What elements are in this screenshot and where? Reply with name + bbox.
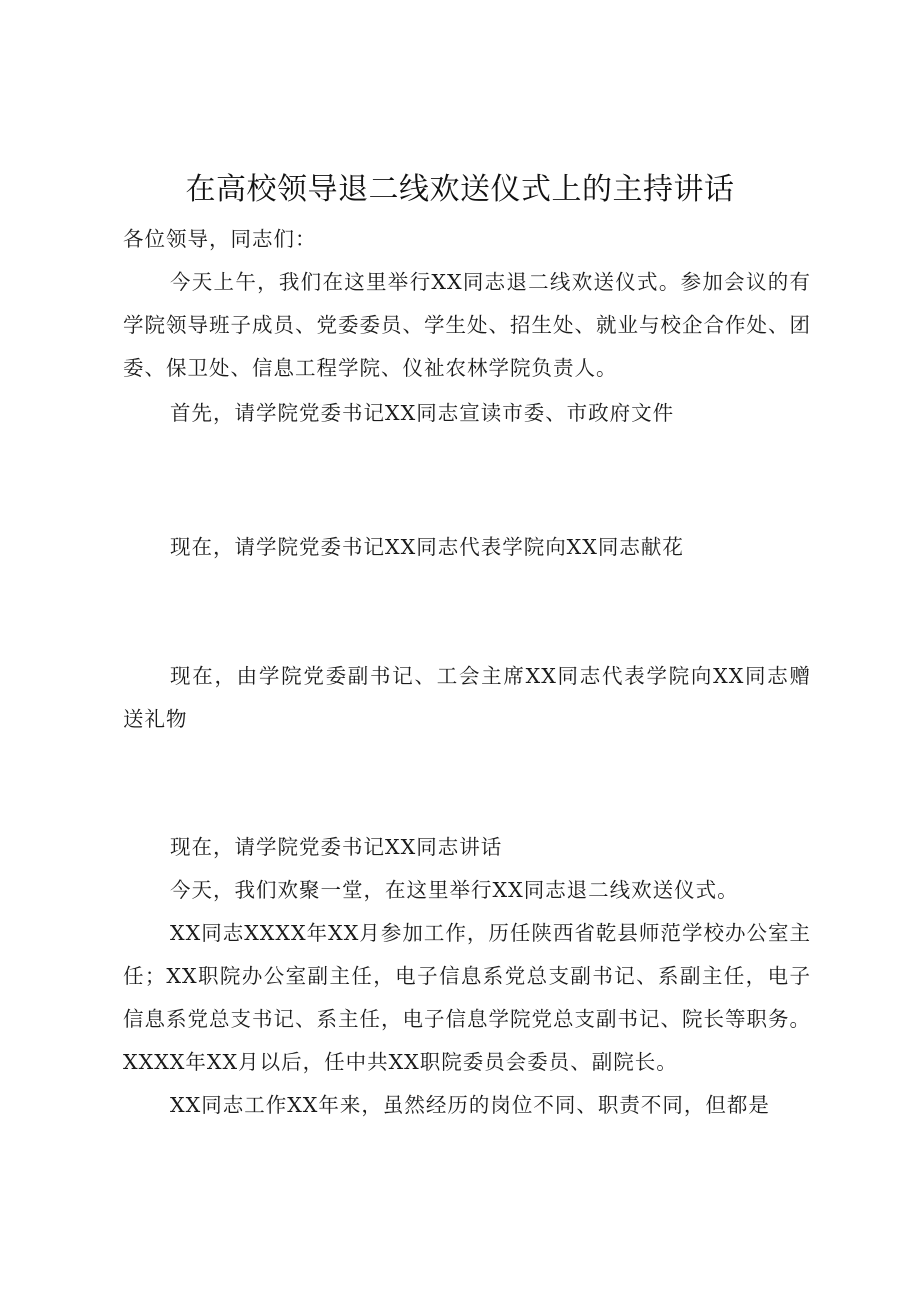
paragraph-attendees: 今天上午，我们在这里举行XX同志退二线欢送仪式。参加会议的有学院领导班子成员、党委委员、学生处、招生处、就业与校企合作处、团委、保卫处、信息工程学院、仪祉农林学院负责人。 [123,270,811,380]
paragraph-present-flowers: 现在，请学院党委书记XX同志代表学院向XX同志献花 [170,535,684,559]
paragraph-present-gifts: 现在，由学院党委副书记、工会主席XX同志代表学院向XX同志赠送礼物 [123,664,811,731]
paragraph-speech: 现在，请学院党委书记XX同志讲话 [170,835,503,859]
document-title: 在高校领导退二线欢送仪式上的主持讲话 [185,172,735,207]
paragraph-read-documents: 首先，请学院党委书记XX同志宣读市委、市政府文件 [170,401,675,425]
paragraph-gathering: 今天，我们欢聚一堂，在这里举行XX同志退二线欢送仪式。 [170,878,739,902]
greeting-line: 各位领导，同志们： [123,227,317,251]
paragraph-work-years: XX同志工作XX年来，虽然经历的岗位不同、职责不同，但都是 [170,1093,770,1117]
paragraph-career-history: XX同志XXXX年XX月参加工作，历任陕西省乾县师范学校办公室主任；XX职院办公室副主任，电子信息系党总支副书记、系副主任，电子信息系党总支书记、系主任，电子信息学院党总支副书记、院长等职务。XXXX年XX月以后，任中共XX职院委员会委员、副院长。 [123,921,811,1074]
